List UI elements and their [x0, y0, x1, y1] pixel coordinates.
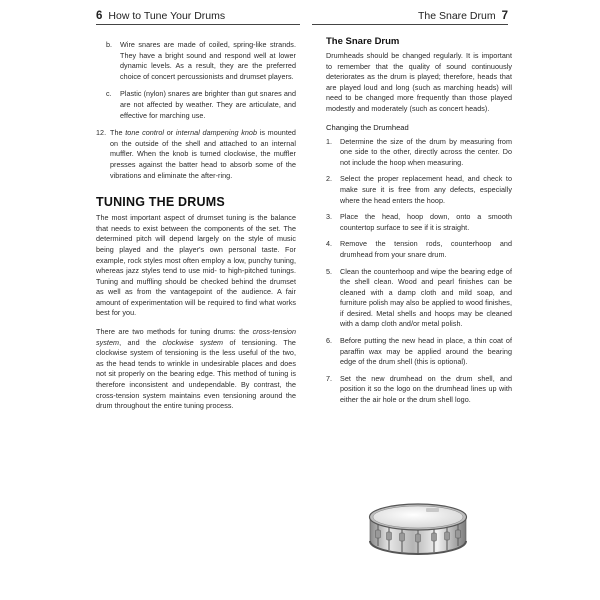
step-item	[326, 374, 512, 406]
text-run: There are two methods for tuning drums: the	[96, 327, 253, 337]
list-marker: 12.	[96, 128, 107, 138]
term-cross-tension-system: cross-tension system	[96, 327, 296, 347]
step-number: 4.	[326, 239, 333, 249]
body-paragraph-2	[96, 327, 296, 412]
right-page-header	[418, 10, 508, 22]
step-number: 6.	[326, 336, 333, 346]
step-item	[326, 336, 512, 368]
step-number: 1.	[326, 136, 333, 146]
step-text: Place the head, hoop down, onto a smooth countertop surface to see if it is straight.	[340, 212, 512, 232]
snare-drum-photo	[365, 497, 471, 563]
left-page-number: 6	[96, 10, 103, 22]
intro-paragraph: Drumheads should be changed regularly. It is important to remember that the quality of sound continuously deteriorates as the drum is played; therefore, heads that are played loud and long (such as marching heads) will need to be changed more frequently than those played modestly and moderately (such as concert heads).	[326, 51, 512, 113]
term-clockwise-system: clockwise system	[162, 337, 224, 347]
list-item-text: Wire snares are made of coiled, spring-like strands. They have a bright sound and respond well at lower dynamic levels. As a result, they are the preferred choice of concert percussionists and drumset players.	[120, 40, 296, 81]
step-item	[326, 212, 512, 233]
left-header-rule	[96, 24, 300, 25]
list-marker: c.	[106, 89, 112, 99]
left-running-title: How to Tune Your Drums	[108, 10, 226, 22]
text-run: The	[110, 128, 126, 138]
step-number: 7.	[326, 373, 333, 383]
step-text: Remove the tension rods, counterhoop and drumhead from your snare drum.	[340, 239, 512, 259]
text-run: of tensioning. The clockwise system of tensioning is the less useful of the two, as the head tends to wrinkle in undesirable places and does not sit properly on the bearing edge. This method of tuning is therefore inconsistent and undependable. By contrast, the cross-tension system maintains even tensioning around the drum throughout the entire tuning process.	[96, 337, 296, 411]
text-run: , and the	[119, 337, 163, 347]
right-column	[326, 34, 512, 412]
right-page-number: 7	[501, 10, 508, 22]
list-item-12	[96, 128, 296, 181]
step-item	[326, 137, 512, 169]
step-text: Set the new drumhead on the drum shell, and position it so the logo on the drumhead lines up with either the air hole or the drum shell logo.	[340, 373, 512, 405]
right-header-rule	[312, 24, 508, 25]
step-item	[326, 267, 512, 331]
step-item	[326, 239, 512, 260]
step-number: 5.	[326, 266, 333, 276]
body-paragraph-1: The most important aspect of drumset tuning is the balance that needs to exist between the components of the set. The determined pitch will depend largely on the style of music being played and the player's own personal taste. For example, rock styles most often employ a low, punchy tuning, whereas jazz styles tend to use mid- to high-pitched tunings. Tuning and muffling should be checked behind the drumset as well as from the vantagepoint of the audience. A fair amount of experimentation will be required to find what works best for you.	[96, 213, 296, 318]
term-internal-dampening-knob: internal dampening knob	[175, 128, 258, 138]
text-run: is mounted on the outside of the shell and attached to an internal muffler. When the knob is turned clockwise, the muffler presses against the batter head to absorb some of the vibrations and eliminate the after-ring.	[110, 128, 296, 180]
right-running-title: The Snare Drum	[417, 10, 496, 22]
step-item	[326, 174, 512, 206]
step-text: Clean the counterhoop and wipe the bearing edge of the shell clean. Wood and pearl finishes can be cleaned with a damp cloth and mild soap, and furniture polish may also be applied to wood finishes, if desired. Metal shells and hoops may be cleaned with a damp cloth and/or metal polish.	[340, 266, 512, 329]
step-number: 2.	[326, 174, 333, 184]
section-heading-snare: The Snare Drum	[326, 36, 400, 47]
left-column	[96, 34, 296, 420]
step-text: Select the proper replacement head, and check to make sure it is free from any defects, especially where the head enters the hoop.	[340, 174, 512, 205]
section-heading: TUNING THE DRUMS	[96, 195, 225, 210]
left-page-header	[96, 10, 225, 22]
text-run: or	[164, 128, 176, 138]
list-item-c	[96, 89, 296, 121]
step-text: Before putting the new head in place, a thin coat of paraffin wax may be applied around the bearing edge of the drum shell (this is optional).	[340, 336, 512, 367]
list-item-b	[96, 40, 296, 82]
term-tone-control: tone control	[125, 128, 165, 138]
step-number: 3.	[326, 212, 333, 222]
step-text: Determine the size of the drum by measuring from one side to the other, directly across the center. Do not include the hoop when measuring.	[340, 136, 512, 167]
list-item-text: Plastic (nylon) snares are brighter than gut snares and are not affected by weather. They are articulate, and effective for marching use.	[120, 89, 296, 120]
subheading: Changing the Drumhead	[326, 122, 409, 132]
list-marker: b.	[106, 40, 113, 49]
